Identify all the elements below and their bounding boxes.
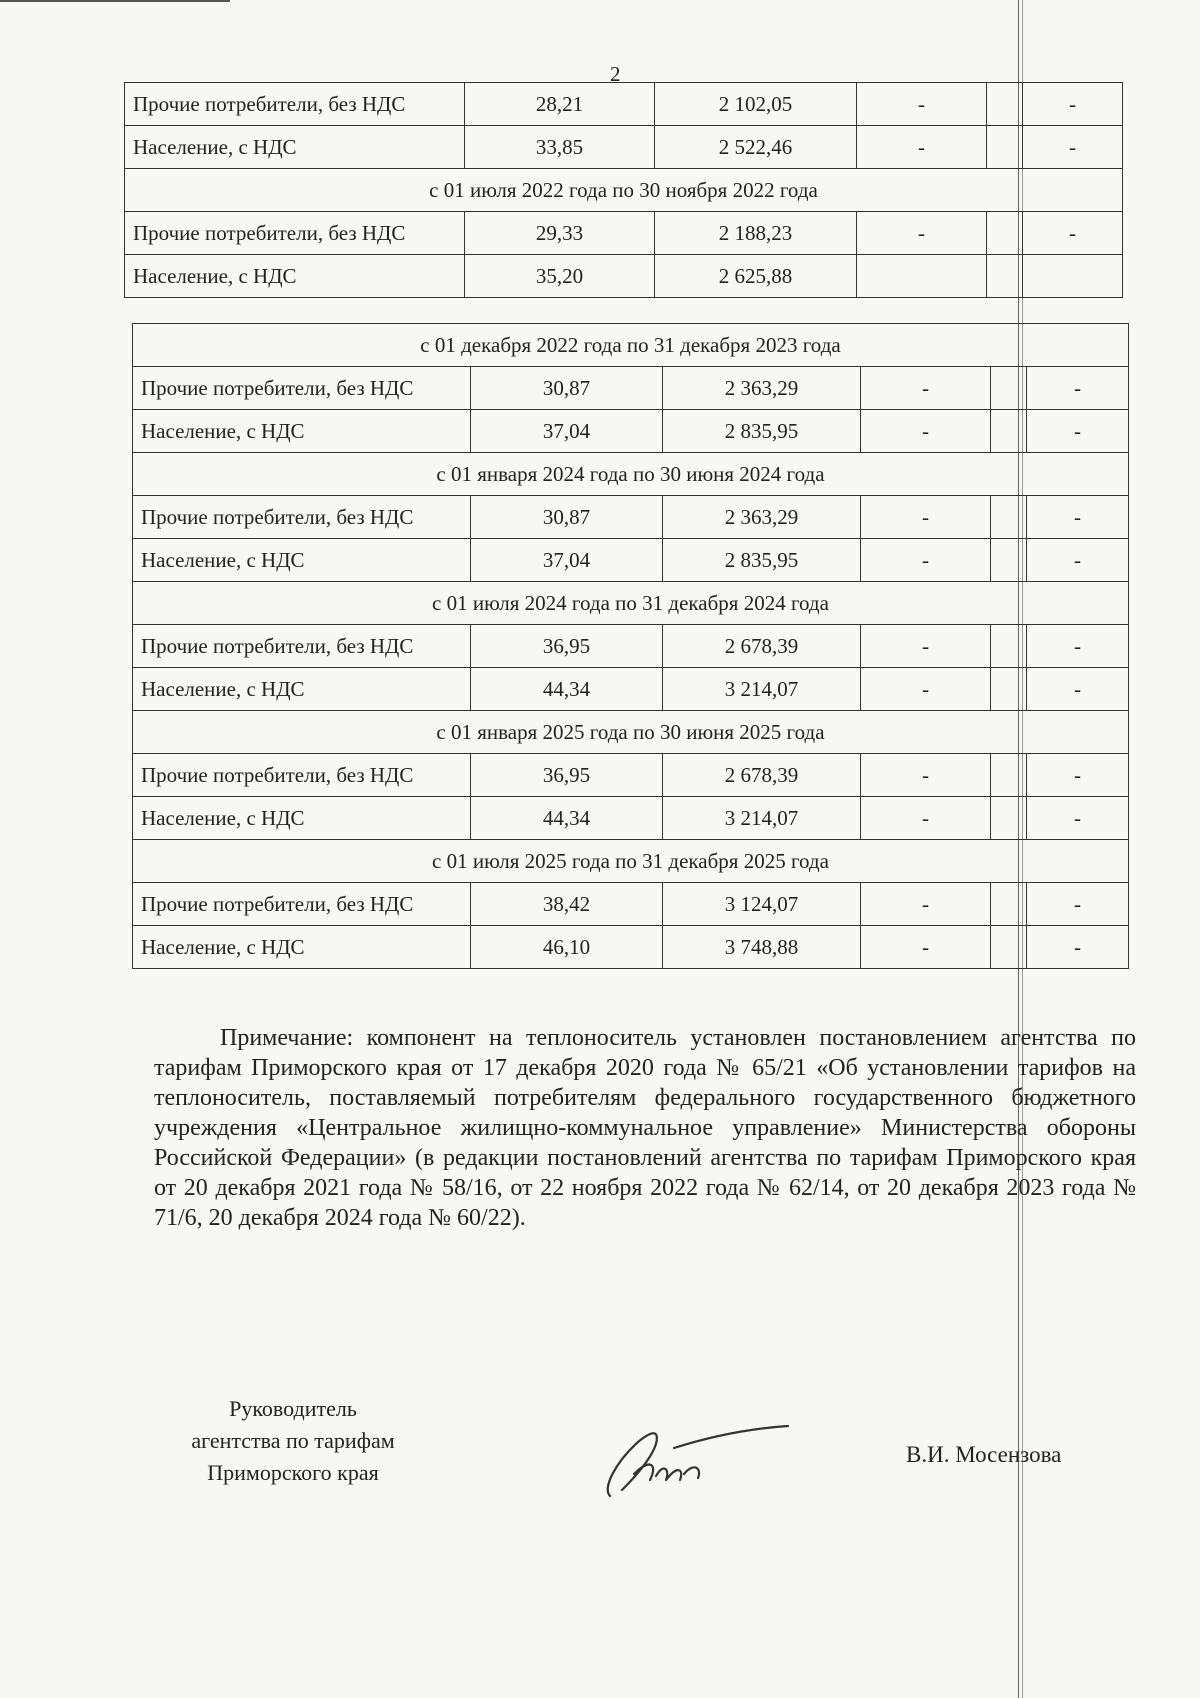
table-cell: -	[861, 410, 991, 453]
period-row	[125, 169, 1123, 212]
heat-carrier-value-cell: 35,20	[465, 255, 655, 298]
table-row	[125, 212, 1123, 255]
signer-title	[148, 1393, 438, 1489]
table-row	[133, 754, 1129, 797]
consumer-category-cell: Население, с НДС	[133, 797, 471, 840]
table-cell: -	[1023, 83, 1123, 126]
heat-carrier-value-cell: 36,95	[471, 754, 663, 797]
table-cell: -	[1023, 212, 1123, 255]
signer-title-line: Приморского края	[207, 1460, 379, 1485]
tariff-table-continued	[124, 82, 1123, 298]
table-cell: -	[1027, 754, 1129, 797]
table-row	[125, 255, 1123, 298]
heat-carrier-value-cell: 44,34	[471, 668, 663, 711]
table-cell: -	[1027, 410, 1129, 453]
note-paragraph: Примечание: компонент на теплоноситель установлен постановлением агентства по тарифам Приморского края от 17 декабря 2020 года № 65/21 «Об установлении тарифов на теплоноситель, поставляемый потребителям федерального государственного бюджетного учреждения «Центральное жилищно-коммунальное управление» Министерства обороны Российской Федерации» (в редакции постановлений агентства по тарифам Приморского края от 20 декабря 2021 года № 58/16, от 22 ноября 2022 года № 62/14, от 20 декабря 2023 года № 71/6, 20 декабря 2024 года № 60/22).	[154, 1025, 1136, 1231]
table-cell	[991, 754, 1027, 797]
table-cell: -	[1027, 367, 1129, 410]
heat-carrier-value-cell: 38,42	[471, 883, 663, 926]
heat-energy-value-cell: 2 625,88	[655, 255, 857, 298]
consumer-category-cell: Прочие потребители, без НДС	[133, 754, 471, 797]
consumer-category-cell: Население, с НДС	[133, 926, 471, 969]
heat-energy-value-cell: 3 214,07	[663, 668, 861, 711]
period-label: с 01 июля 2022 года по 30 ноября 2022 года	[125, 169, 1123, 212]
table-cell: -	[1027, 539, 1129, 582]
table-cell	[991, 625, 1027, 668]
table-row	[133, 410, 1129, 453]
signer-title-line: агентства по тарифам	[191, 1428, 395, 1453]
table-cell: -	[861, 367, 991, 410]
table-row	[133, 797, 1129, 840]
table-cell	[991, 410, 1027, 453]
consumer-category-cell: Прочие потребители, без НДС	[133, 625, 471, 668]
consumer-category-cell: Население, с НДС	[125, 255, 465, 298]
heat-carrier-value-cell: 37,04	[471, 410, 663, 453]
table-cell: -	[857, 126, 987, 169]
signer-title-line: Руководитель	[229, 1396, 357, 1421]
table-cell: -	[861, 926, 991, 969]
heat-carrier-value-cell: 29,33	[465, 212, 655, 255]
period-label: с 01 июля 2025 года по 31 декабря 2025 года	[133, 840, 1129, 883]
period-label: с 01 июля 2024 года по 31 декабря 2024 года	[133, 582, 1129, 625]
table-cell: -	[861, 539, 991, 582]
table-row	[133, 883, 1129, 926]
table-cell	[991, 367, 1027, 410]
consumer-category-cell: Население, с НДС	[133, 539, 471, 582]
table-cell: -	[861, 496, 991, 539]
table-cell: -	[1027, 496, 1129, 539]
heat-energy-value-cell: 2 102,05	[655, 83, 857, 126]
heat-energy-value-cell: 2 522,46	[655, 126, 857, 169]
table-cell: -	[1027, 797, 1129, 840]
heat-energy-value-cell: 2 678,39	[663, 754, 861, 797]
table-cell: -	[857, 212, 987, 255]
heat-carrier-value-cell: 37,04	[471, 539, 663, 582]
table-cell	[991, 797, 1027, 840]
heat-carrier-value-cell: 44,34	[471, 797, 663, 840]
heat-energy-value-cell: 3 214,07	[663, 797, 861, 840]
table-cell: -	[861, 754, 991, 797]
table-cell	[987, 126, 1023, 169]
table-cell: -	[1027, 883, 1129, 926]
heat-carrier-value-cell: 46,10	[471, 926, 663, 969]
heat-carrier-value-cell: 30,87	[471, 367, 663, 410]
period-row	[133, 711, 1129, 754]
consumer-category-cell: Прочие потребители, без НДС	[133, 367, 471, 410]
table-row	[133, 367, 1129, 410]
period-row	[133, 453, 1129, 496]
table-cell	[987, 212, 1023, 255]
table-row	[133, 496, 1129, 539]
period-row	[133, 582, 1129, 625]
consumer-category-cell: Население, с НДС	[133, 410, 471, 453]
table-cell: -	[1027, 668, 1129, 711]
heat-energy-value-cell: 3 748,88	[663, 926, 861, 969]
heat-carrier-value-cell: 33,85	[465, 126, 655, 169]
table-cell: -	[857, 83, 987, 126]
tariff-table	[132, 323, 1129, 969]
table-row	[125, 126, 1123, 169]
heat-energy-value-cell: 2 363,29	[663, 496, 861, 539]
period-row	[133, 840, 1129, 883]
heat-energy-value-cell: 2 678,39	[663, 625, 861, 668]
consumer-category-cell: Население, с НДС	[133, 668, 471, 711]
table-cell	[991, 926, 1027, 969]
period-label: с 01 января 2024 года по 30 июня 2024 года	[133, 453, 1129, 496]
page-number: 2	[610, 62, 621, 86]
heat-energy-value-cell: 2 363,29	[663, 367, 861, 410]
table-row	[133, 539, 1129, 582]
table-row	[125, 83, 1123, 126]
heat-carrier-value-cell: 36,95	[471, 625, 663, 668]
heat-carrier-value-cell: 30,87	[471, 496, 663, 539]
table-row	[133, 926, 1129, 969]
table-row	[133, 625, 1129, 668]
table-row	[133, 668, 1129, 711]
period-label: с 01 января 2025 года по 30 июня 2025 года	[133, 711, 1129, 754]
table-cell: -	[1023, 126, 1123, 169]
period-label: с 01 декабря 2022 года по 31 декабря 2023 года	[133, 324, 1129, 367]
table-cell	[987, 83, 1023, 126]
consumer-category-cell: Прочие потребители, без НДС	[125, 212, 465, 255]
heat-energy-value-cell: 2 835,95	[663, 539, 861, 582]
consumer-category-cell: Прочие потребители, без НДС	[133, 883, 471, 926]
heat-carrier-value-cell: 28,21	[465, 83, 655, 126]
table-cell: -	[861, 625, 991, 668]
scan-edge-rule	[0, 0, 230, 2]
heat-energy-value-cell: 2 188,23	[655, 212, 857, 255]
table-cell	[991, 883, 1027, 926]
consumer-category-cell: Прочие потребители, без НДС	[133, 496, 471, 539]
table-cell	[991, 668, 1027, 711]
table-cell	[991, 539, 1027, 582]
table-cell	[1023, 255, 1123, 298]
signer-name: В.И. Мосензова	[906, 1442, 1062, 1467]
handwritten-signature	[598, 1418, 798, 1502]
table-cell: -	[861, 883, 991, 926]
table-cell	[857, 255, 987, 298]
table-cell: -	[1027, 625, 1129, 668]
consumer-category-cell: Прочие потребители, без НДС	[125, 83, 465, 126]
period-row	[133, 324, 1129, 367]
table-cell: -	[861, 797, 991, 840]
table-cell	[987, 255, 1023, 298]
heat-energy-value-cell: 3 124,07	[663, 883, 861, 926]
table-cell: -	[1027, 926, 1129, 969]
heat-energy-value-cell: 2 835,95	[663, 410, 861, 453]
table-cell	[991, 496, 1027, 539]
table-cell: -	[861, 668, 991, 711]
consumer-category-cell: Население, с НДС	[125, 126, 465, 169]
